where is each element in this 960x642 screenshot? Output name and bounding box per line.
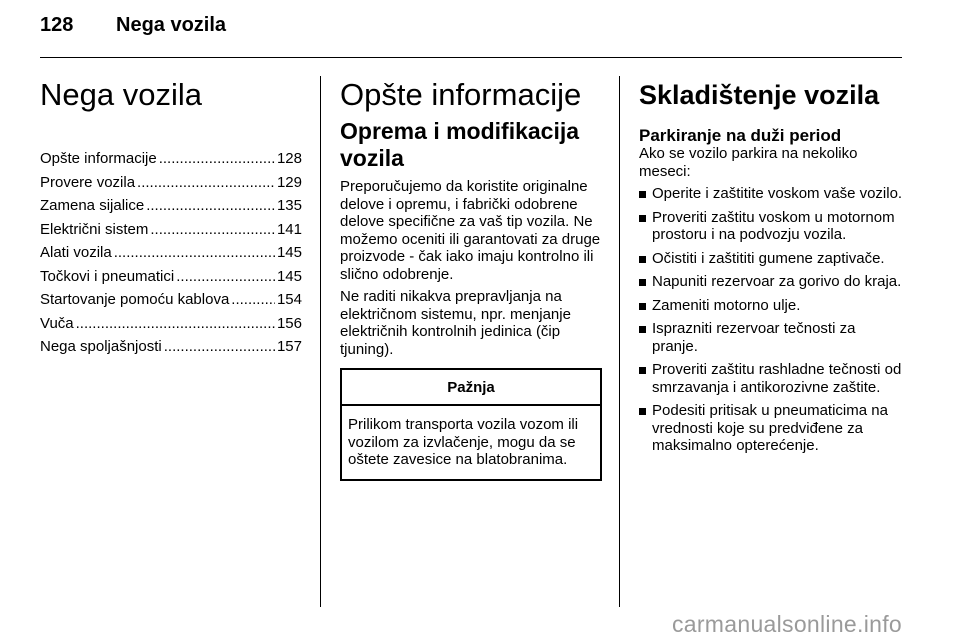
middle-column	[340, 78, 602, 481]
page-header	[40, 14, 226, 37]
toc-leader	[146, 197, 275, 214]
toc-page: 135	[276, 197, 302, 214]
header-title: Nega vozila	[116, 14, 227, 36]
toc-entry[interactable]	[40, 174, 302, 198]
toc-label: Opšte informacije	[40, 150, 157, 167]
page-number: 128	[40, 14, 74, 36]
toc-page: 141	[276, 220, 302, 238]
notice-box	[340, 368, 602, 481]
toc-label: Alati vozila	[40, 244, 112, 261]
toc-label: Provere vozila	[40, 173, 136, 191]
column-divider-1	[320, 76, 321, 607]
toc-leader	[150, 221, 275, 238]
watermark-text: carmanualsonline.info	[671, 611, 902, 637]
toc-entry[interactable]	[40, 338, 302, 362]
list-item	[639, 250, 905, 268]
chapter-title: Nega vozila	[40, 77, 202, 112]
square-bullet-icon	[639, 367, 646, 374]
square-bullet-icon	[639, 408, 646, 415]
square-bullet-icon	[639, 215, 646, 222]
notice-title: Pažnja	[342, 370, 600, 406]
toc-leader	[114, 244, 275, 261]
section-title: Skladištenje vozila	[639, 80, 880, 110]
header-divider	[40, 57, 902, 58]
list-item-text: Očistiti i zaštititi gumene zaptivače.	[652, 249, 885, 267]
list-item	[639, 209, 905, 244]
table-of-contents	[40, 150, 302, 362]
toc-entry[interactable]	[40, 197, 302, 221]
toc-page: 129	[276, 173, 302, 191]
list-item-text: Isprazniti rezervoar tečnosti za pranje.	[652, 320, 856, 355]
toc-label: Točkovi i pneumatici	[40, 267, 175, 285]
right-column	[639, 78, 905, 461]
toc-entry[interactable]	[40, 268, 302, 292]
bullet-list	[639, 185, 905, 455]
list-item	[639, 297, 905, 315]
square-bullet-icon	[639, 279, 646, 286]
notice-body: Prilikom transporta vozila vozom ili vozilom za izvlačenje, mogu da se oštete zavesice na blatobranima.	[348, 416, 579, 468]
toc-label: Vuča	[40, 314, 74, 332]
square-bullet-icon	[639, 326, 646, 333]
toc-label: Nega spoljašnjosti	[40, 338, 162, 355]
list-item-text: Napuniti rezervoar za gorivo do kraja.	[652, 273, 902, 290]
list-item-text: Proveriti zaštitu voskom u motornom prostoru i na podvozju vozila.	[652, 208, 895, 243]
list-item-text: Proveriti zaštitu rashladne tečnosti od smrzavanja i antikorozivne zaštite.	[652, 361, 902, 396]
toc-page: 128	[276, 150, 302, 167]
toc-label: Startovanje pomoću kablova	[40, 291, 230, 308]
toc-leader	[159, 150, 275, 167]
toc-label: Električni sistem	[40, 220, 149, 238]
list-item-text: Podesiti pritisak u pneumaticima na vrednosti koje su predviđene za maksimalno opterećenje.	[652, 402, 888, 454]
left-column	[40, 78, 302, 362]
toc-entry[interactable]	[40, 315, 302, 339]
list-item-text: Operite i zaštitite voskom vaše vozilo.	[652, 185, 903, 202]
toc-leader	[137, 174, 275, 191]
paragraph: Preporučujemo da koristite originalne delove i opremu, i fabrički odobrene delove specifične za vaš tip vozila. Ne možemo oceniti ili garantovati za druge proizvode - čak iako imaju kontrolno ili slično odobrenje.	[340, 178, 601, 283]
toc-entry[interactable]	[40, 150, 302, 174]
list-item	[639, 361, 905, 396]
toc-entry[interactable]	[40, 221, 302, 245]
toc-page: 145	[276, 244, 302, 261]
list-item	[639, 273, 905, 291]
list-item-text: Zameniti motorno ulje.	[652, 296, 801, 314]
toc-page: 157	[276, 338, 302, 355]
section-subtitle: Parkiranje na duži period	[639, 126, 842, 145]
toc-page: 156	[276, 314, 302, 332]
list-item	[639, 185, 905, 203]
toc-page: 145	[276, 267, 302, 285]
toc-leader	[231, 291, 275, 308]
toc-entry[interactable]	[40, 244, 302, 268]
square-bullet-icon	[639, 256, 646, 263]
toc-leader	[164, 338, 275, 355]
column-divider-2	[619, 76, 620, 607]
intro-text: Ako se vozilo parkira na nekoliko meseci:	[639, 145, 858, 180]
section-subtitle: Oprema i modifikacija vozila	[340, 118, 580, 171]
list-item	[639, 320, 905, 355]
section-title: Opšte informacije	[340, 77, 582, 112]
paragraph: Ne raditi nikakva prepravljanja na električnom sistemu, npr. menjanje električnih kontrolnih jedinica (čip tjuning).	[340, 288, 571, 358]
toc-leader	[176, 268, 275, 285]
square-bullet-icon	[639, 191, 646, 198]
toc-label: Zamena sijalice	[40, 197, 145, 214]
toc-entry[interactable]	[40, 291, 302, 315]
toc-leader	[76, 315, 275, 332]
toc-page: 154	[276, 291, 302, 308]
square-bullet-icon	[639, 303, 646, 310]
list-item	[639, 402, 905, 455]
